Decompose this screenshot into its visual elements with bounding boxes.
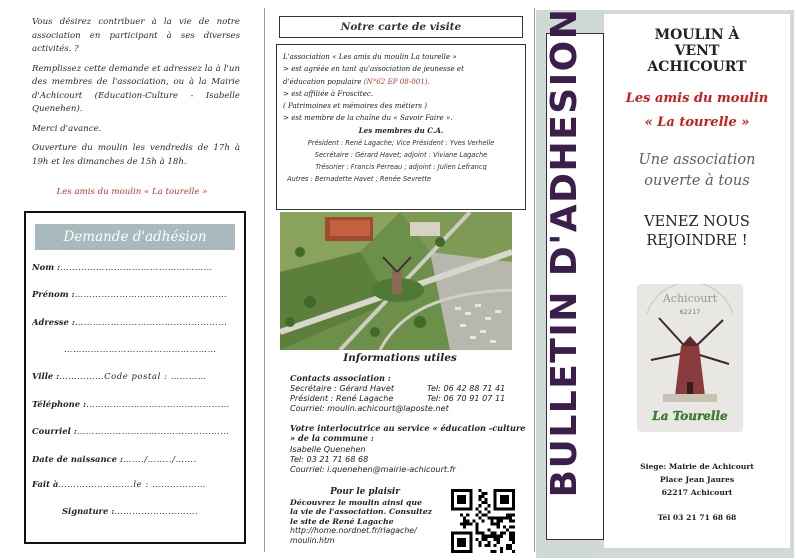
contact-name: Président : René Lagache	[290, 393, 394, 403]
member-line: Secrétaire : Gérard Havet; adjoint : Viviane Lagache	[314, 150, 488, 159]
left-signature: Les amis du moulin « La tourelle »	[56, 187, 208, 197]
card-line-text: d'éducation populaire	[283, 76, 362, 86]
members-heading: Les membres du C.A.	[358, 125, 444, 135]
form-label: Signature :	[62, 506, 115, 516]
form-field-date-naissance[interactable]	[32, 454, 238, 464]
association-line: ouverte à tous	[644, 173, 750, 189]
intro-instructions: Remplissez cette demande et adressez la à l'un des membres de l'association, ou à la Mairie d'Achicourt (Education-Culture - Isabelle Quenehen).	[32, 63, 240, 114]
form-field-nom[interactable]	[32, 262, 238, 272]
middle-panel	[266, 0, 534, 560]
cover-title-line: MOULIN À	[654, 27, 740, 43]
form-blank: ……………………….	[114, 506, 199, 516]
logo-postcode: 62217	[679, 308, 701, 316]
card-line	[283, 76, 519, 88]
form-label: Courriel :	[32, 426, 77, 436]
form-blank: ……………Code postal : …………	[59, 371, 207, 381]
fold-line	[534, 8, 535, 552]
qr-code-icon[interactable]	[451, 489, 515, 553]
contact-president	[290, 393, 506, 403]
form-label: Adresse :	[32, 317, 75, 327]
plaisir-text: le site de René Lagache	[290, 516, 394, 526]
cover-title-line: ACHICOURT	[647, 59, 747, 75]
form-blank: ……./……../…….	[122, 454, 197, 464]
form-field-telephone[interactable]	[32, 399, 238, 409]
fold-line	[264, 8, 265, 552]
contact-name: Secrétaire : Gérard Havet	[290, 383, 395, 393]
card-line: > est agréée en tant qu'association de jeunesse et	[283, 64, 464, 74]
form-blank: …………………………………………	[86, 399, 230, 409]
form-blank: ……………………………………………	[60, 262, 213, 272]
form-field-prenom[interactable]	[32, 289, 238, 299]
form-field-courriel[interactable]	[32, 426, 238, 436]
card-line: ( Patrimoines et mémoires des métiers )	[283, 101, 428, 111]
contact-address-line: Siege: Mairie de Achicourt	[640, 462, 754, 471]
card-line: > est membre de la chaîne du « Savoir Faire ».	[283, 113, 453, 123]
contacts-heading: Contacts association :	[290, 373, 391, 383]
intro-invitation: Vous désirez contribuer à la vie de notre association en participant à ses diverses activités. ?	[32, 17, 240, 54]
form-label: Téléphone :	[32, 399, 87, 409]
intro-thanks: Merci d'avance.	[32, 123, 102, 134]
form-blank: …………………….le : ………………	[58, 479, 207, 489]
plaisir-text: Découvrez le moulin ainsi que	[290, 497, 422, 507]
card-line: > est affiliée à Froscitec.	[283, 88, 374, 98]
contact-address-line: 62217 Achicourt	[661, 488, 733, 497]
contact-phone: Tel: 06 42 88 71 41	[427, 383, 506, 393]
form-blank: ……………………………………………	[64, 344, 217, 354]
contact-phone: Tél 03 21 71 68 68	[657, 513, 737, 522]
contact-email	[290, 403, 449, 413]
contact-address-line: Place Jean Jaures	[659, 475, 735, 484]
right-panel	[536, 0, 796, 560]
logo-name: La Tourelle	[652, 409, 728, 423]
vertical-title: BULLETIN D'ADHESION	[544, 7, 585, 498]
form-field-signature[interactable]	[62, 506, 238, 516]
intro-paragraph	[32, 16, 240, 175]
interlocutrice-email: Courriel: i.quenehen@mairie-achicourt.fr	[290, 464, 456, 474]
join-line: VENEZ NOUS	[644, 214, 750, 230]
form-field-fait-a[interactable]	[32, 479, 238, 489]
interlocutrice-name: Isabelle Quenehen	[290, 444, 366, 454]
form-field-adresse[interactable]	[32, 317, 238, 327]
contact-secretary	[290, 383, 506, 393]
form-blank: ……………………………………………	[76, 426, 230, 436]
form-label: Date de naissance :	[32, 454, 123, 464]
form-field-ville[interactable]	[32, 371, 238, 381]
member-line: Président : René Lagache; Vice Président : Yves Verhelle	[307, 138, 495, 147]
association-line: Une association	[638, 152, 756, 168]
card-agrement-number: (N°62 EP 08-001).	[363, 76, 430, 86]
form-label: Ville :	[32, 371, 60, 381]
interlocutrice-phone: Tel: 03 21 71 68 68	[290, 454, 369, 464]
logo-town: Achicourt	[662, 292, 718, 305]
contact-email-text: Courriel: moulin.achicourt@laposte.net	[290, 403, 449, 413]
form-label: Prénom :	[32, 289, 75, 299]
business-card	[276, 44, 526, 210]
plaisir-block	[290, 488, 440, 546]
join-line: REJOINDRE !	[646, 233, 748, 249]
windmill-logo	[637, 284, 743, 432]
info-title: Informations utiles	[343, 352, 457, 364]
form-blank: ……………………………………………	[74, 317, 228, 327]
plaisir-heading: Pour le plaisir	[330, 487, 400, 497]
member-line: Autres : Bernadette Havet ; Renée Sevrette	[287, 175, 432, 184]
left-panel	[0, 0, 264, 560]
form-label: Nom :	[32, 262, 61, 272]
plaisir-url[interactable]: moulin.htm	[290, 535, 335, 545]
interlocutrice-heading: Votre interlocutrice au service « éducation -culture » de la commune :	[290, 423, 526, 443]
friends-line: Les amis du moulin	[625, 91, 769, 106]
card-title: Notre carte de visite	[279, 16, 523, 38]
card-line: L'association « Les amis du moulin La tourelle »	[283, 52, 457, 61]
intro-opening-hours: Ouverture du moulin les vendredis de 17h à 19h et les dimanches de 15h à 18h.	[32, 143, 240, 167]
plaisir-text: la vie de l'association. Consultez	[290, 507, 433, 517]
plaisir-url[interactable]: http://home.nordnet.fr/rlagache/	[290, 526, 417, 536]
cover-title-line: VENT	[674, 43, 720, 59]
contact-phone: Tel: 06 70 91 07 11	[427, 393, 506, 403]
aerial-photo	[280, 212, 512, 350]
form-label: Fait à	[32, 479, 59, 489]
form-title: Demande d'adhésion	[35, 224, 235, 250]
form-field-adresse-line2[interactable]	[64, 344, 236, 354]
form-blank: ……………………………………………	[74, 289, 228, 299]
member-line: Trésorier : Francis Perreau ; adjoint : Julien Lefrancq	[315, 163, 487, 172]
membership-form	[24, 211, 246, 544]
friends-line: « La tourelle »	[644, 115, 750, 130]
